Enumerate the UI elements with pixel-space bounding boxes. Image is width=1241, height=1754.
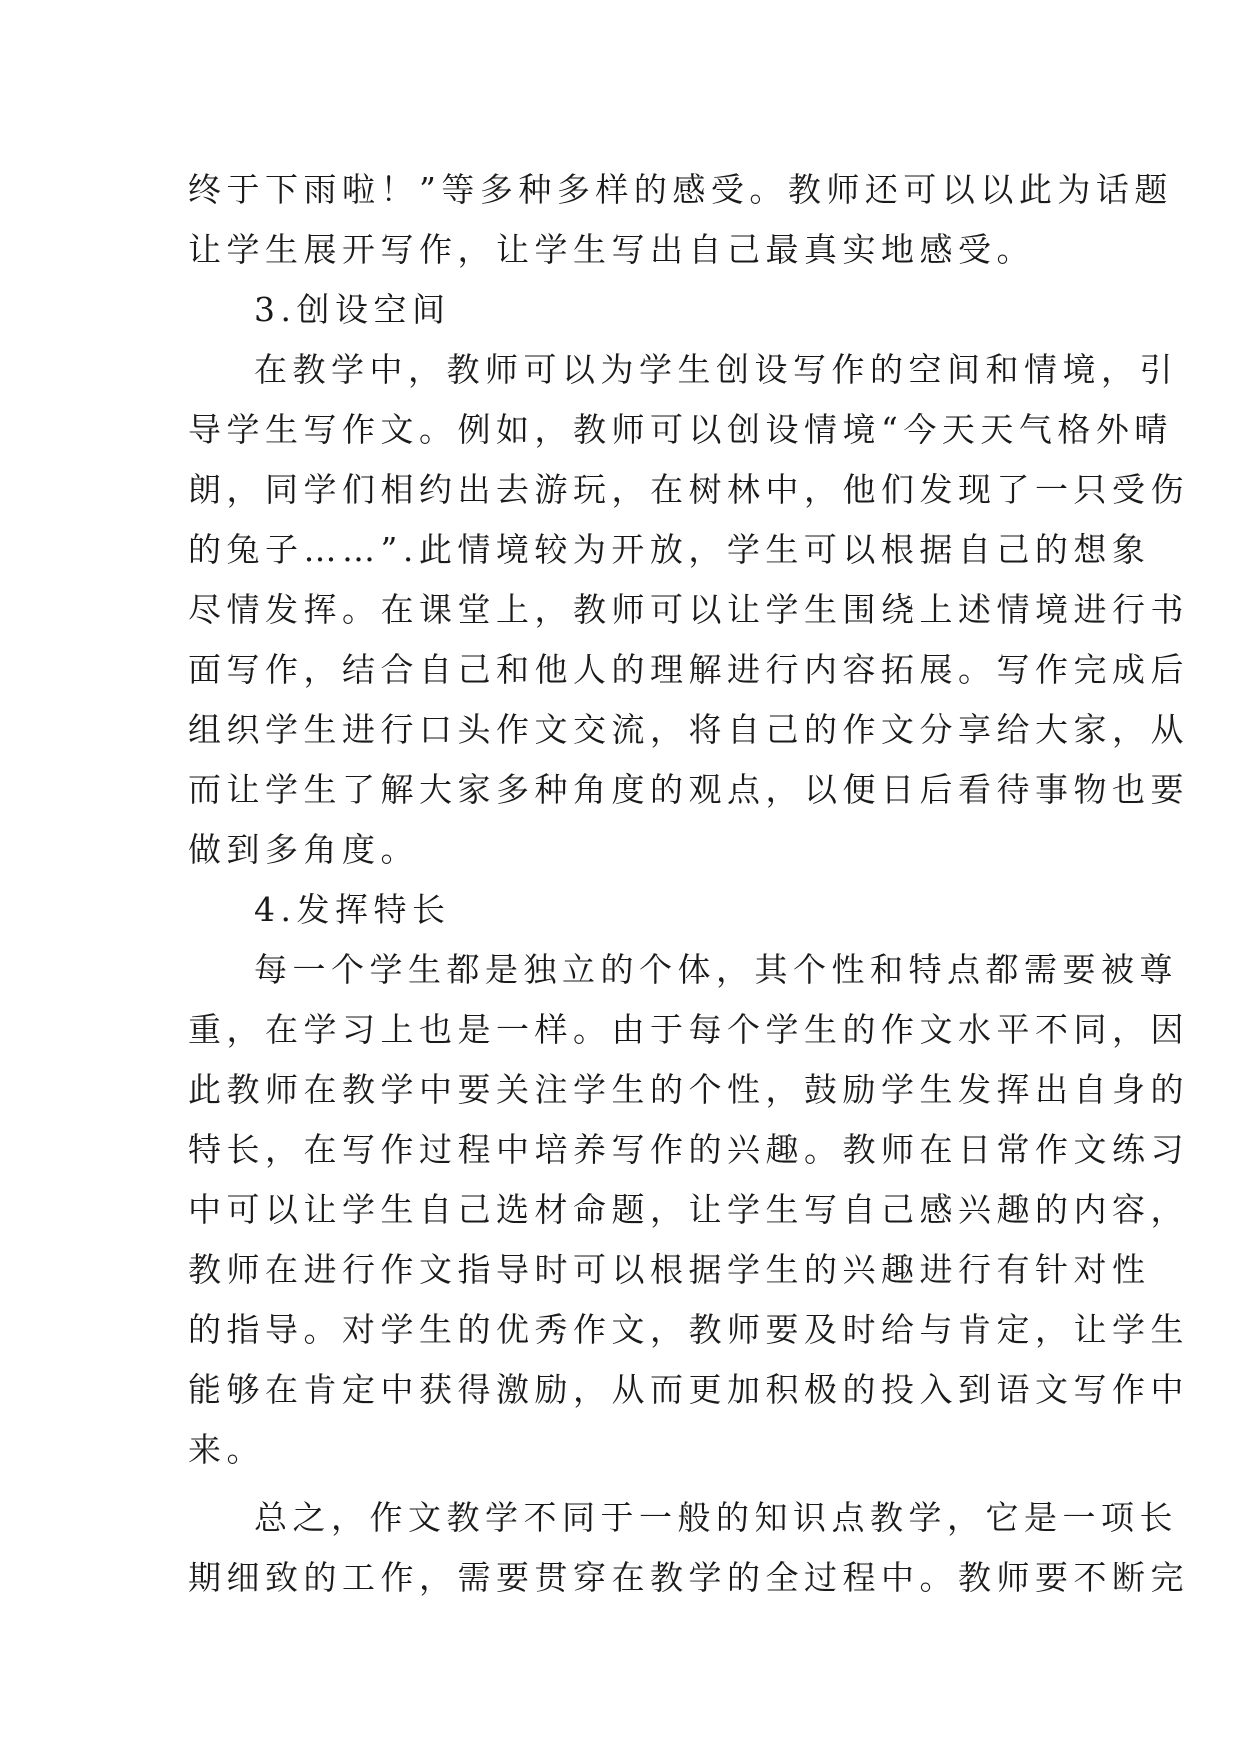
text-line: 的指导。对学生的优秀作文，教师要及时给与肯定，让学生 [188, 1310, 1189, 1349]
text-line: 的兔子……”.此情境较为开放，学生可以根据自己的想象 [188, 530, 1151, 569]
text-line: 中可以让学生自己选材命题，让学生写自己感兴趣的内容， [188, 1190, 1189, 1229]
text-line: 每一个学生都是独立的个体，其个性和特点都需要被尊 [254, 950, 1178, 989]
text-line: 总之，作文教学不同于一般的知识点教学，它是一项长 [254, 1498, 1178, 1537]
text-line: 来。 [188, 1430, 265, 1469]
text-line: 做到多角度。 [188, 830, 419, 869]
text-line: 3.创设空间 [254, 290, 451, 329]
text-line: 特长，在写作过程中培养写作的兴趣。教师在日常作文练习 [188, 1130, 1189, 1169]
text-line: 在教学中，教师可以为学生创设写作的空间和情境，引 [254, 350, 1178, 389]
document-page [188, 160, 1189, 1608]
text-line: 让学生展开写作，让学生写出自己最真实地感受。 [188, 230, 1035, 269]
text-line: 能够在肯定中获得激励，从而更加积极的投入到语文写作中 [188, 1370, 1189, 1409]
text-line: 而让学生了解大家多种角度的观点，以便日后看待事物也要 [188, 770, 1189, 809]
text-line: 期细致的工作，需要贯穿在教学的全过程中。教师要不断完 [188, 1558, 1189, 1597]
text-line: 4.发挥特长 [254, 890, 451, 929]
text-line: 组织学生进行口头作文交流，将自己的作文分享给大家，从 [188, 710, 1189, 749]
text-line: 朗，同学们相约出去游玩，在树林中，他们发现了一只受伤 [188, 470, 1189, 509]
text-line: 导学生写作文。例如，教师可以创设情境“今天天气格外晴 [188, 410, 1173, 449]
text-line: 重，在学习上也是一样。由于每个学生的作文水平不同，因 [188, 1010, 1189, 1049]
text-line: 教师在进行作文指导时可以根据学生的兴趣进行有针对性 [188, 1250, 1151, 1289]
text-line: 面写作，结合自己和他人的理解进行内容拓展。写作完成后 [188, 650, 1189, 689]
text-line: 终于下雨啦！”等多种多样的感受。教师还可以以此为话题 [188, 170, 1173, 209]
paragraph-gap [188, 1480, 1053, 1488]
text-line: 尽情发挥。在课堂上，教师可以让学生围绕上述情境进行书 [188, 590, 1189, 629]
text-line: 此教师在教学中要关注学生的个性，鼓励学生发挥出自身的 [188, 1070, 1189, 1109]
